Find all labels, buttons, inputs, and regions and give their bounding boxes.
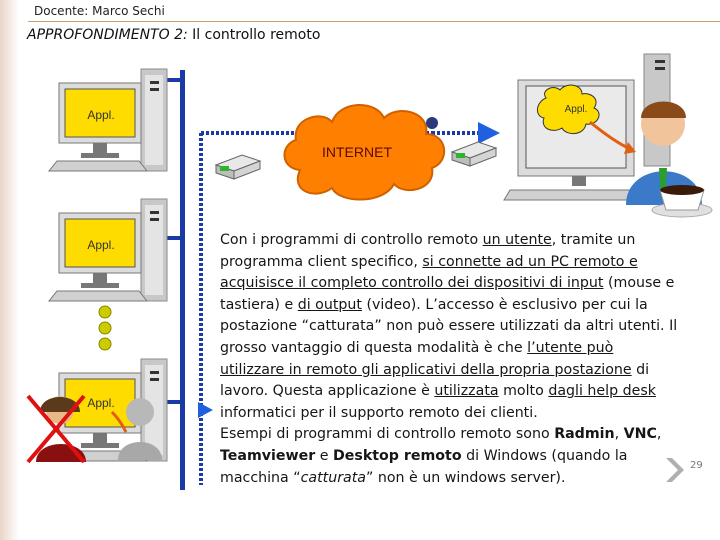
subtitle-prefix: APPROFONDIMENTO 2:	[27, 27, 188, 43]
text-span: ,	[656, 426, 662, 443]
local-modem-icon	[216, 155, 260, 179]
connector-dot	[99, 338, 111, 350]
body-paragraph	[220, 230, 680, 489]
text-span: VNC	[623, 426, 657, 443]
text-span: controllo remoto	[360, 232, 479, 248]
text-span: un utente	[482, 232, 552, 248]
connection-arrow-right	[478, 122, 500, 144]
internet-label: INTERNET	[322, 144, 392, 160]
next-slide-chevron-icon[interactable]	[664, 456, 686, 484]
text-span: catturata	[300, 469, 367, 486]
text-span: l’utente può utilizzare in remoto gli applicativi della propria postazione	[220, 339, 632, 378]
text-span: , tramite un programma client specifico,	[220, 232, 636, 270]
text-span: Desktop remoto	[333, 447, 462, 464]
text-span: informatici per il supporto remoto dei clienti.	[220, 404, 538, 421]
pc1-appl-label: Appl.	[87, 108, 115, 122]
text-span: ,	[614, 426, 620, 443]
pc2-appl-label: Appl.	[87, 238, 115, 252]
author-header: Docente: Marco Sechi	[34, 4, 165, 18]
text-span: molto	[503, 383, 544, 400]
pc3-appl-label: Appl.	[87, 396, 115, 410]
text-span: dagli help desk	[548, 383, 656, 400]
subtitle-title: Il controllo remoto	[192, 27, 321, 43]
remote-modem-icon	[452, 142, 496, 166]
remote-appl-label: Appl.	[564, 104, 588, 115]
text-span: e	[319, 447, 329, 464]
connector-dot	[99, 306, 111, 318]
text-span: Radmin	[554, 426, 615, 443]
page-number: 29	[690, 460, 703, 471]
connector-dot	[99, 322, 111, 334]
text-span: utilizzata	[434, 383, 499, 400]
text-span: di Windows (quando la macchina “	[220, 447, 628, 486]
text-span: (mouse e tastiera) e	[220, 275, 675, 313]
text-span: Teamviewer	[220, 447, 316, 464]
text-span: (video). L’accesso è esclusivo per cui la postazione “catturata” non può essere utilizzati da altri utenti. Il grosso vantaggio di questa modalità è che	[220, 296, 678, 356]
text-span: di output	[297, 296, 362, 313]
text-span: si connette ad un PC remoto e acquisisce il completo controllo dei dispositivi di input	[220, 253, 638, 292]
connection-arrow-left	[198, 402, 213, 418]
text-span: di lavoro. Questa applicazione è	[220, 361, 650, 400]
text-span: Con i programmi di	[220, 232, 357, 248]
text-span: ” non è un windows server).	[366, 469, 566, 486]
network-backbone	[180, 70, 185, 490]
text-span: Esempi di programmi di controllo remoto sono	[220, 426, 550, 443]
